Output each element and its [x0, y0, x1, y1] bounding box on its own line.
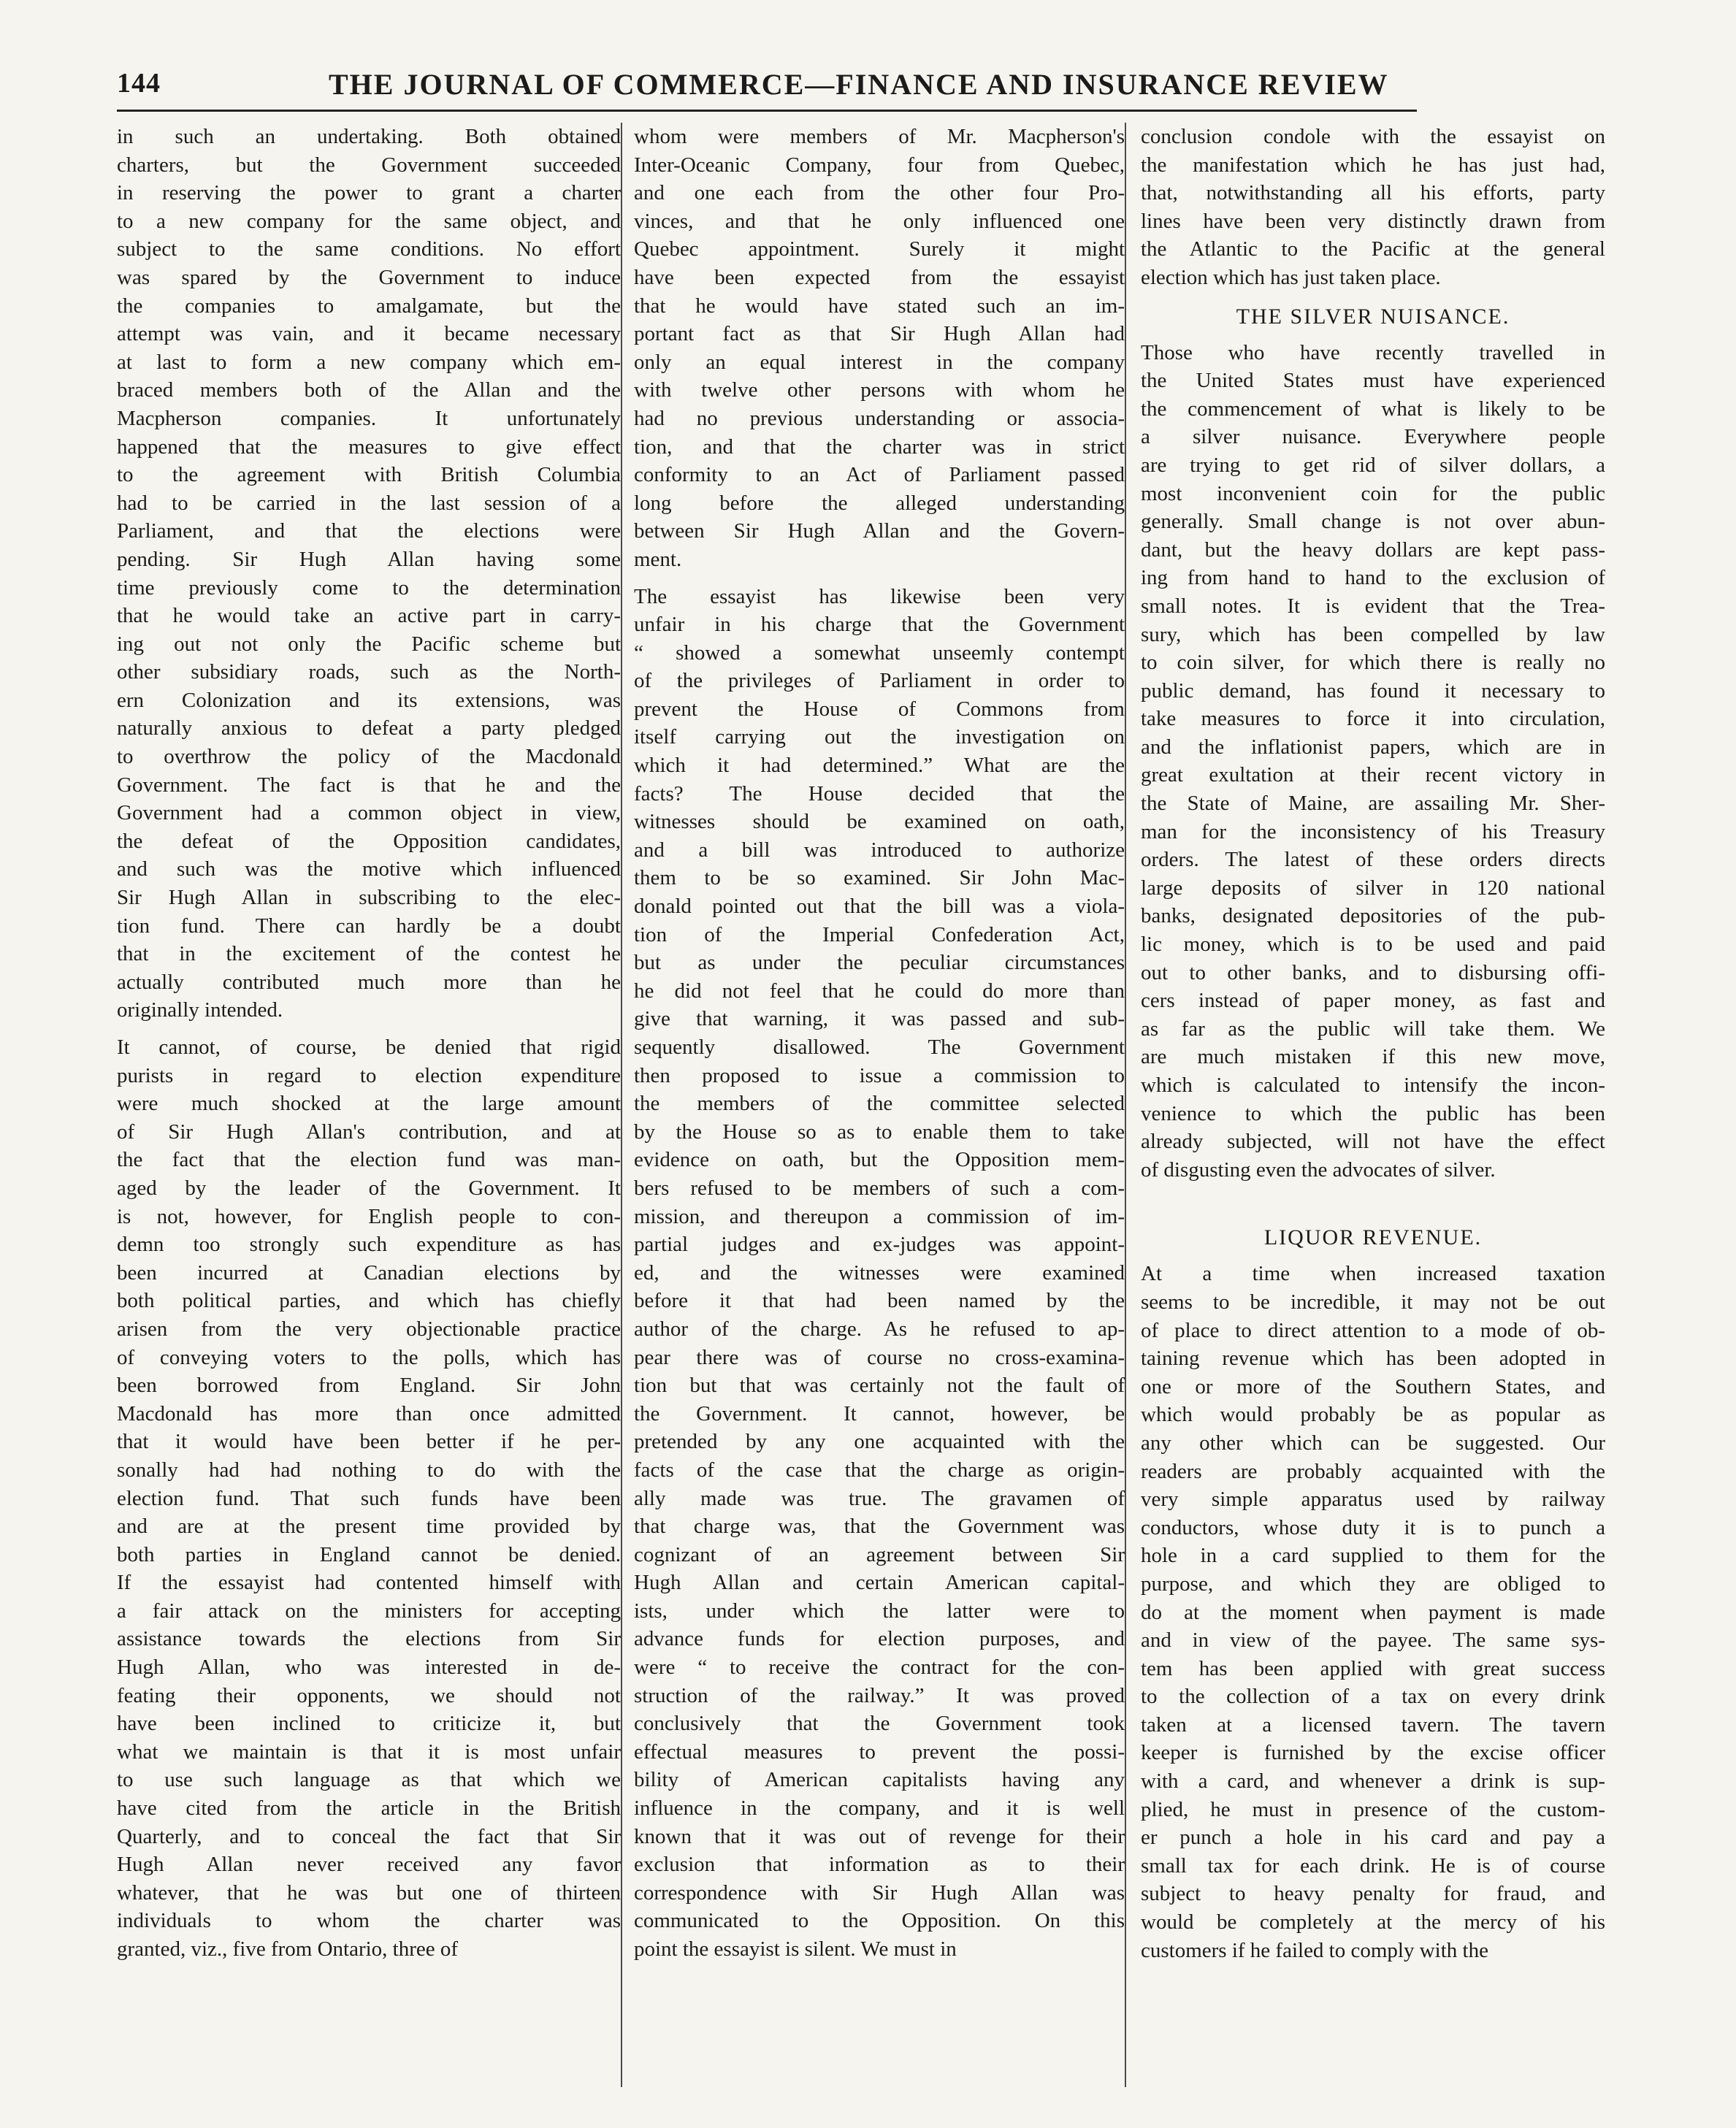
- column-2: [634, 123, 1125, 1964]
- text-line: point the essayist is silent. We must in: [634, 1937, 957, 1961]
- text-line: braced members both of the Allan and the: [117, 378, 621, 402]
- text-line: are much mistaken if this new move,: [1141, 1045, 1605, 1069]
- text-line: to a new company for the same object, and: [117, 209, 621, 233]
- text-line: long before the alleged understanding: [634, 491, 1125, 515]
- text-line: of disgusting even the advocates of silver.: [1141, 1157, 1496, 1182]
- text-line: tem has been applied with great success: [1141, 1656, 1605, 1680]
- text-line: very simple apparatus used by railway: [1141, 1488, 1605, 1512]
- text-line: ern Colonization and its extensions, was: [117, 688, 621, 712]
- text-line: Hugh Allan, who was interested in de-: [117, 1656, 621, 1680]
- text-line: cognizant of an agreement between Sir: [634, 1542, 1125, 1566]
- text-line: struction of the railway.” It was proved: [634, 1683, 1125, 1707]
- text-line: the United States must have experienced: [1141, 369, 1605, 393]
- text-line: Hugh Allan never received any favor: [117, 1853, 621, 1877]
- section-heading-silver-nuisance: THE SILVER NUISANCE.: [1236, 304, 1510, 329]
- paragraph: [634, 123, 1125, 574]
- text-line: taken at a licensed tavern. The tavern: [1141, 1712, 1605, 1737]
- text-line: which it had determined.” What are the: [634, 754, 1125, 778]
- paragraph: [1141, 123, 1605, 292]
- text-line: The essayist has likewise been very: [634, 584, 1125, 608]
- text-line: advance funds for election purposes, and: [634, 1627, 1125, 1651]
- page-header: [117, 67, 1389, 105]
- text-line: tion fund. There can hardly be a doubt: [117, 914, 621, 938]
- text-line: plied, he must in presence of the custom-: [1141, 1797, 1605, 1821]
- text-line: the State of Maine, are assailing Mr. Sher-: [1141, 792, 1605, 816]
- text-line: demn too strongly such expenditure as has: [117, 1233, 621, 1257]
- text-line: and the inflationist papers, which are in: [1141, 735, 1605, 759]
- text-line: that charge was, that the Government was: [634, 1515, 1125, 1539]
- page-number: 144: [117, 68, 161, 99]
- text-line: of Sir Hugh Allan's contribution, and at: [117, 1120, 621, 1144]
- paragraph: [1141, 339, 1605, 1184]
- text-line: ed, and the witnesses were examined: [634, 1260, 1125, 1285]
- text-line: prevent the House of Commons from: [634, 697, 1125, 721]
- text-line: itself carrying out the investigation on: [634, 725, 1125, 749]
- text-line: whatever, that he was but one of thirteen: [117, 1880, 621, 1905]
- text-line: aged by the leader of the Government. It: [117, 1176, 621, 1200]
- text-line: small tax for each drink. He is of course: [1141, 1853, 1605, 1878]
- column-divider: [621, 123, 622, 2087]
- text-line: and one each from the other four Pro-: [634, 181, 1125, 205]
- text-line: of place to direct attention to a mode of ob-: [1141, 1318, 1605, 1342]
- text-line: author of the charge. As he refused to ap-: [634, 1317, 1125, 1341]
- paragraph: [117, 1033, 621, 1964]
- text-line: mission, and thereupon a commission of im-: [634, 1204, 1125, 1228]
- text-line: conclusion condole with the essayist on: [1141, 125, 1605, 148]
- text-line: sury, which has been compelled by law: [1141, 622, 1605, 646]
- text-line: ing from hand to hand to the exclusion of: [1141, 566, 1605, 590]
- text-line: influence in the company, and it is well: [634, 1796, 1125, 1821]
- text-line: ists, under which the latter were to: [634, 1599, 1125, 1623]
- text-line: between Sir Hugh Allan and the Govern-: [634, 519, 1125, 543]
- text-line: unfair in his charge that the Government: [634, 613, 1125, 637]
- text-line: banks, designated depositories of the pub-: [1141, 904, 1605, 928]
- text-line: time previously come to the determination: [117, 575, 621, 600]
- text-line: the manifestation which he has just had,: [1141, 153, 1605, 177]
- text-line: seems to be incredible, it may not be out: [1141, 1290, 1605, 1314]
- text-line: exclusion that information as to their: [634, 1853, 1125, 1877]
- text-line: only an equal interest in the company: [634, 350, 1125, 374]
- text-line: the companies to amalgamate, but the: [117, 294, 621, 318]
- text-line: originally intended.: [117, 998, 283, 1022]
- text-line: Hugh Allan and certain American capital-: [634, 1571, 1125, 1595]
- text-line: then proposed to issue a commission to: [634, 1063, 1125, 1087]
- text-line: At a time when increased taxation: [1141, 1262, 1605, 1286]
- text-line: granted, viz., five from Ontario, three of: [117, 1937, 459, 1961]
- text-line: witnesses should be examined on oath,: [634, 810, 1125, 834]
- text-line: “ showed a somewhat unseemly contempt: [634, 640, 1125, 665]
- text-line: them to be so examined. Sir John Mac-: [634, 866, 1125, 890]
- text-line: small notes. It is evident that the Trea-: [1141, 594, 1605, 618]
- text-line: If the essayist had contented himself with: [117, 1571, 621, 1595]
- text-line: portant fact as that Sir Hugh Allan had: [634, 322, 1125, 346]
- text-line: cers instead of paper money, as fast and: [1141, 989, 1605, 1013]
- text-line: large deposits of silver in 120 national: [1141, 876, 1605, 900]
- text-line: Inter-Oceanic Company, four from Quebec,: [634, 153, 1125, 177]
- text-line: known that it was out of revenge for their: [634, 1824, 1125, 1848]
- text-line: to the agreement with British Columbia: [117, 463, 621, 487]
- text-line: were much shocked at the large amount: [117, 1092, 621, 1116]
- text-line: man for the inconsistency of his Treasury: [1141, 819, 1605, 843]
- text-line: purpose, and which they are obliged to: [1141, 1572, 1605, 1596]
- text-line: pending. Sir Hugh Allan having some: [117, 547, 621, 571]
- text-line: been incurred at Canadian elections by: [117, 1260, 621, 1285]
- text-line: the fact that the election fund was man-: [117, 1148, 621, 1172]
- text-line: venience to which the public has been: [1141, 1101, 1605, 1125]
- text-line: conclusively that the Government took: [634, 1712, 1125, 1736]
- text-line: pear there was of course no cross-examina-: [634, 1345, 1125, 1369]
- text-line: donald pointed out that the bill was a viola-: [634, 895, 1125, 919]
- text-line: to coin silver, for which there is really no: [1141, 651, 1605, 675]
- text-line: had to be carried in the last session of a: [117, 491, 621, 515]
- text-line: that it would have been better if he per-: [117, 1430, 621, 1454]
- text-line: generally. Small change is not over abun-: [1141, 510, 1605, 534]
- text-line: ing out not only the Pacific scheme but: [117, 632, 621, 656]
- text-line: taining revenue which has been adopted in: [1141, 1347, 1605, 1371]
- text-line: a silver nuisance. Everywhere people: [1141, 425, 1605, 449]
- text-line: Quebec appointment. Surely it might: [634, 237, 1125, 261]
- text-line: correspondence with Sir Hugh Allan was: [634, 1880, 1125, 1905]
- text-line: that he would take an active part in carry-: [117, 604, 621, 628]
- header-rule: [117, 110, 1417, 112]
- text-line: facts of the case that the charge as origin-: [634, 1458, 1125, 1482]
- text-line: Government. The fact is that he and the: [117, 773, 621, 797]
- text-line: and a bill was introduced to authorize: [634, 838, 1125, 862]
- text-line: ally made was true. The gravamen of: [634, 1486, 1125, 1510]
- text-line: happened that the measures to give effect: [117, 435, 621, 459]
- text-line: pretended by any one acquainted with the: [634, 1430, 1125, 1454]
- text-line: individuals to whom the charter was: [117, 1909, 621, 1933]
- text-line: and in view of the payee. The same sys-: [1141, 1628, 1605, 1653]
- text-line: were “ to receive the contract for the con-: [634, 1656, 1125, 1680]
- text-line: which is calculated to intensify the incon-: [1141, 1073, 1605, 1097]
- text-line: other subsidiary roads, such as the North-: [117, 660, 621, 684]
- text-line: readers are probably acquainted with the: [1141, 1459, 1605, 1483]
- text-line: facts? The House decided that the: [634, 781, 1125, 805]
- text-line: charters, but the Government succeeded: [117, 153, 621, 177]
- text-line: conductors, whose duty it is to punch a: [1141, 1515, 1605, 1539]
- text-line: the Government. It cannot, however, be: [634, 1401, 1125, 1425]
- column-1: [117, 123, 621, 1964]
- text-line: both parties in England cannot be denied.: [117, 1542, 621, 1566]
- text-line: to the collection of a tax on every drink: [1141, 1685, 1605, 1709]
- text-line: communicated to the Opposition. On this: [634, 1909, 1125, 1933]
- text-line: election which has just taken place.: [1141, 265, 1441, 289]
- text-line: tion but that was certainly not the fault of: [634, 1374, 1125, 1398]
- text-line: Macdonald has more than once admitted: [117, 1401, 621, 1425]
- text-line: ment.: [634, 547, 682, 571]
- text-line: are trying to get rid of silver dollars, a: [1141, 453, 1605, 477]
- text-line: any other which can be suggested. Our: [1141, 1431, 1605, 1455]
- text-line: is not, however, for English people to con-: [117, 1204, 621, 1228]
- text-line: effectual measures to prevent the possi-: [634, 1739, 1125, 1764]
- text-line: Parliament, and that the elections were: [117, 519, 621, 543]
- text-line: been borrowed from England. Sir John: [117, 1374, 621, 1398]
- running-title: THE JOURNAL OF COMMERCE—FINANCE AND INSURANCE REVIEW: [329, 68, 1389, 101]
- text-line: that, notwithstanding all his efforts, party: [1141, 181, 1605, 205]
- text-line: actually contributed much more than he: [117, 970, 621, 994]
- text-line: the Atlantic to the Pacific at the general: [1141, 237, 1605, 261]
- text-line: Sir Hugh Allan in subscribing to the elec-: [117, 886, 621, 910]
- text-line: partial judges and ex-judges was appoint-: [634, 1233, 1125, 1257]
- text-line: bility of American capitalists having any: [634, 1768, 1125, 1792]
- text-line: what we maintain is that it is most unfair: [117, 1739, 621, 1764]
- text-line: that in the excitement of the contest he: [117, 942, 621, 966]
- text-line: Quarterly, and to conceal the fact that Sir: [117, 1824, 621, 1848]
- text-line: was spared by the Government to induce: [117, 265, 621, 289]
- paragraph: [117, 123, 621, 1025]
- text-line: naturally anxious to defeat a party pledged: [117, 716, 621, 740]
- text-line: keeper is furnished by the excise officer: [1141, 1741, 1605, 1765]
- paragraph: [1141, 1260, 1605, 1964]
- text-line: have been expected from the essayist: [634, 265, 1125, 289]
- text-line: public demand, has found it necessary to: [1141, 678, 1605, 703]
- text-line: er punch a hole in his card and pay a: [1141, 1826, 1605, 1850]
- text-line: with twelve other persons with whom he: [634, 378, 1125, 402]
- text-line: vinces, and that he only influenced one: [634, 209, 1125, 233]
- text-line: already subjected, will not have the effect: [1141, 1130, 1605, 1154]
- column-3: [1141, 123, 1605, 1964]
- text-line: hole in a card supplied to them for the: [1141, 1544, 1605, 1568]
- text-line: to use such language as that which we: [117, 1768, 621, 1792]
- text-line: attempt was vain, and it became necessary: [117, 322, 621, 346]
- text-line: with a card, and whenever a drink is sup-: [1141, 1769, 1605, 1794]
- text-line: the members of the committee selected: [634, 1092, 1125, 1116]
- text-line: at last to form a new company which em-: [117, 350, 621, 374]
- text-line: customers if he failed to comply with the: [1141, 1938, 1488, 1962]
- text-line: lic money, which is to be used and paid: [1141, 933, 1605, 957]
- text-line: by the House so as to enable them to take: [634, 1120, 1125, 1144]
- text-line: bers refused to be members of such a com-: [634, 1176, 1125, 1200]
- text-line: lines have been very distinctly drawn from: [1141, 209, 1605, 233]
- text-line: before it that had been named by the: [634, 1289, 1125, 1313]
- text-line: dant, but the heavy dollars are kept pass-: [1141, 537, 1605, 562]
- text-line: he did not feel that he could do more than: [634, 979, 1125, 1003]
- text-line: Those who have recently travelled in: [1141, 340, 1605, 364]
- text-line: to overthrow the policy of the Macdonald: [117, 745, 621, 769]
- text-line: that he would have stated such an im-: [634, 294, 1125, 318]
- text-line: feating their opponents, we should not: [117, 1683, 621, 1707]
- text-line: of conveying voters to the polls, which has: [117, 1345, 621, 1369]
- text-line: and are at the present time provided by: [117, 1515, 621, 1539]
- text-line: whom were members of Mr. Macpherson's: [634, 125, 1125, 148]
- text-line: arisen from the very objectionable practice: [117, 1317, 621, 1341]
- text-line: subject to heavy penalty for fraud, and: [1141, 1882, 1605, 1906]
- text-line: take measures to force it into circulation,: [1141, 707, 1605, 731]
- text-line: conformity to an Act of Parliament passed: [634, 463, 1125, 487]
- text-line: have cited from the article in the British: [117, 1796, 621, 1821]
- text-line: the defeat of the Opposition candidates,: [117, 829, 621, 853]
- text-line: assistance towards the elections from Sir: [117, 1627, 621, 1651]
- text-line: out to other banks, and to disbursing offi-: [1141, 960, 1605, 984]
- text-line: of the privileges of Parliament in order to: [634, 669, 1125, 693]
- text-line: a fair attack on the ministers for accepting: [117, 1599, 621, 1623]
- column-divider: [1125, 123, 1126, 2087]
- text-line: It cannot, of course, be denied that rigid: [117, 1036, 621, 1059]
- text-line: give that warning, it was passed and sub-: [634, 1007, 1125, 1031]
- text-line: subject to the same conditions. No effort: [117, 237, 621, 261]
- text-line: tion of the Imperial Confederation Act,: [634, 922, 1125, 946]
- text-line: which would probably be as popular as: [1141, 1403, 1605, 1427]
- text-line: in reserving the power to grant a charter: [117, 181, 621, 205]
- text-line: great exultation at their recent victory in: [1141, 763, 1605, 787]
- text-line: election fund. That such funds have been: [117, 1486, 621, 1510]
- text-line: would be completely at the mercy of his: [1141, 1910, 1605, 1934]
- text-line: the commencement of what is likely to be: [1141, 397, 1605, 421]
- text-line: tion, and that the charter was in strict: [634, 435, 1125, 459]
- paragraph: [634, 583, 1125, 1964]
- text-line: purists in regard to election expenditure: [117, 1063, 621, 1087]
- text-line: but as under the peculiar circumstances: [634, 951, 1125, 975]
- text-line: sequently disallowed. The Government: [634, 1036, 1125, 1059]
- text-line: and such was the motive which influenced: [117, 857, 621, 881]
- text-line: as far as the public will take them. We: [1141, 1017, 1605, 1041]
- text-line: Macpherson companies. It unfortunately: [117, 406, 621, 430]
- section-heading-liquor-revenue: LIQUOR REVENUE.: [1263, 1225, 1483, 1250]
- text-line: had no previous understanding or associa-: [634, 406, 1125, 430]
- text-line: sonally had had nothing to do with the: [117, 1458, 621, 1482]
- text-line: orders. The latest of these orders directs: [1141, 848, 1605, 872]
- text-line: evidence on oath, but the Opposition mem-: [634, 1148, 1125, 1172]
- text-line: do at the moment when payment is made: [1141, 1600, 1605, 1624]
- text-line: one or more of the Southern States, and: [1141, 1374, 1605, 1398]
- text-line: have been inclined to criticize it, but: [117, 1712, 621, 1736]
- text-line: Government had a common object in view,: [117, 801, 621, 825]
- text-line: most inconvenient coin for the public: [1141, 481, 1605, 505]
- text-line: both political parties, and which has chiefly: [117, 1289, 621, 1313]
- text-line: in such an undertaking. Both obtained: [117, 125, 621, 148]
